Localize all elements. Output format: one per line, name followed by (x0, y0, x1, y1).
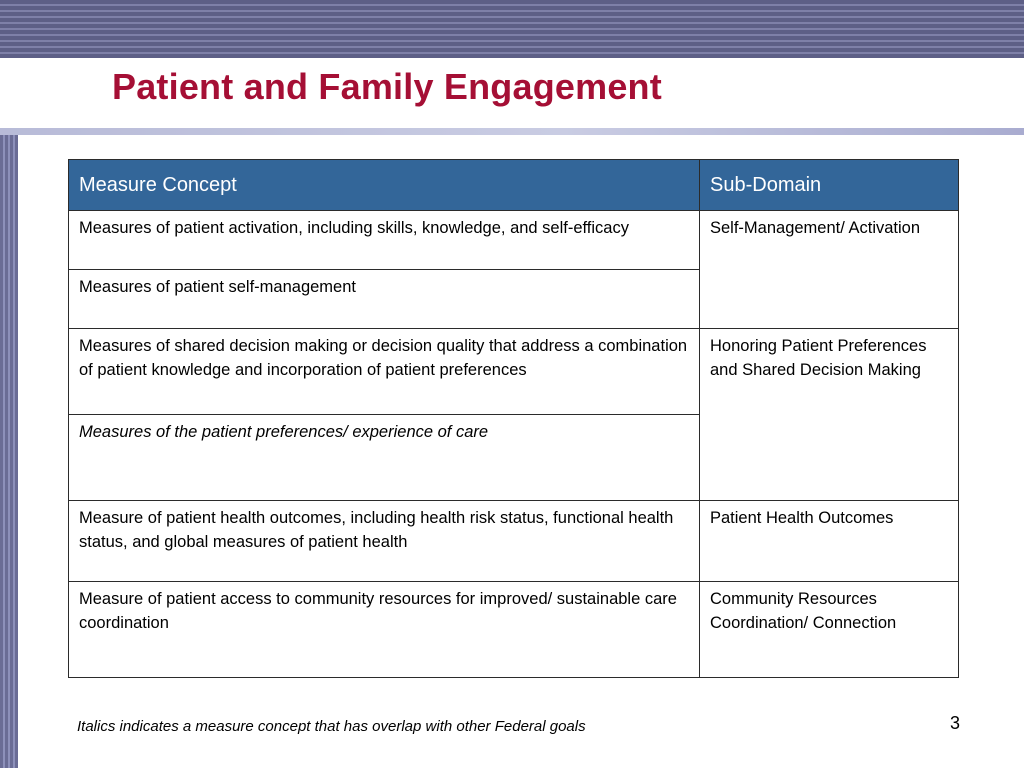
measure-cell: Measures of patient activation, including skills, knowledge, and self-efficacy (69, 211, 700, 270)
title-underline (0, 128, 1024, 135)
measure-cell: Measure of patient health outcomes, including health risk status, functional health status, and global measures of patient health (69, 501, 700, 582)
table-row (69, 329, 959, 415)
measure-cell: Measure of patient access to community resources for improved/ sustainable care coordination (69, 582, 700, 678)
table-header-row (69, 160, 959, 211)
top-banner (0, 0, 1024, 58)
sub-domain-cell: Community Resources Coordination/ Connection (700, 582, 959, 678)
table-row (69, 582, 959, 678)
table-row (69, 501, 959, 582)
sub-domain-cell: Honoring Patient Preferences and Shared Decision Making (700, 329, 959, 501)
header-sub-domain: Sub-Domain (700, 160, 959, 211)
footnote: Italics indicates a measure concept that has overlap with other Federal goals (77, 718, 586, 735)
left-decorative-bar (0, 135, 18, 768)
measure-cell-italic: Measures of the patient preferences/ experience of care (69, 415, 700, 501)
page-number: 3 (950, 713, 961, 733)
measure-cell: Measures of patient self-management (69, 270, 700, 329)
measures-table (68, 159, 959, 678)
sub-domain-cell: Patient Health Outcomes (700, 501, 959, 582)
sub-domain-cell: Self-Management/ Activation (700, 211, 959, 329)
table-row (69, 211, 959, 270)
header-measure-concept: Measure Concept (69, 160, 700, 211)
measure-cell: Measures of shared decision making or decision quality that address a combination of patient knowledge and incorporation of patient preferences (69, 329, 700, 415)
slide-title: Patient and Family Engagement (112, 66, 662, 107)
